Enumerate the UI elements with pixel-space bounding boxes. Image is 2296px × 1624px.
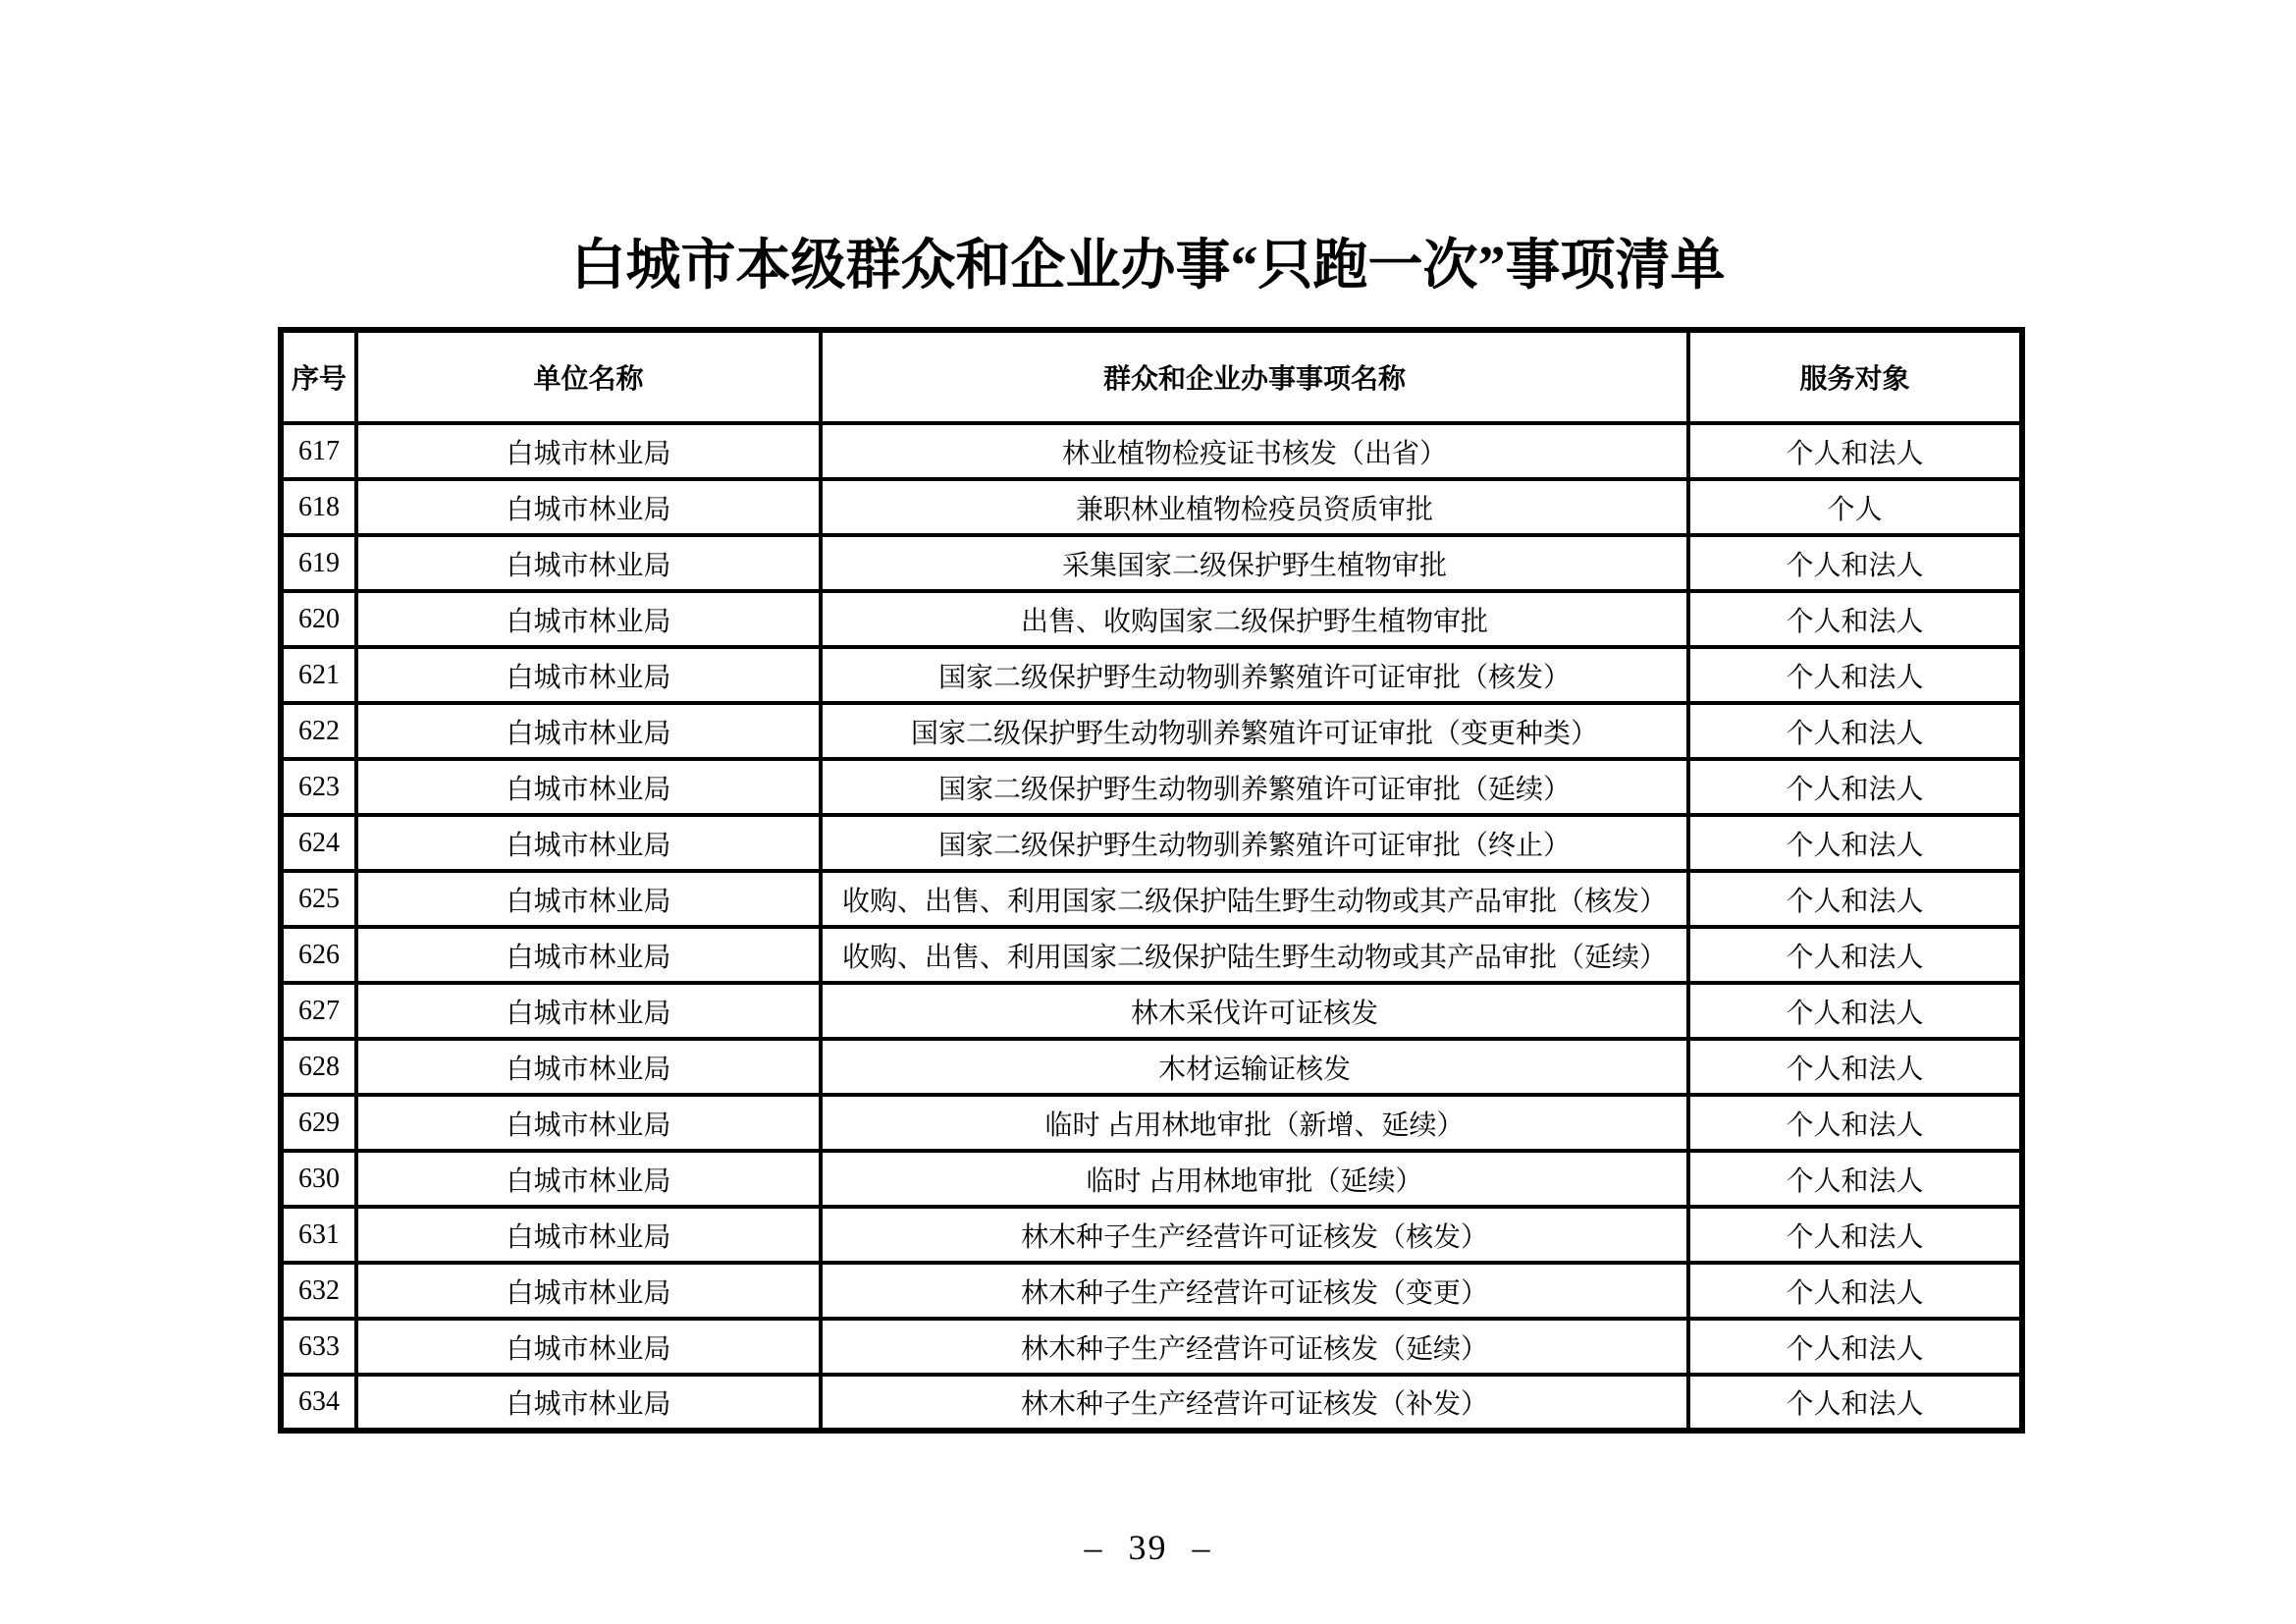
table-row [281, 983, 2022, 1039]
service-target-cell: 个人和法人 [1688, 1095, 2022, 1151]
item-name-cell: 林木采伐许可证核发 [821, 983, 1688, 1039]
service-target-cell: 个人和法人 [1688, 1375, 2022, 1431]
unit-name-cell: 白城市林业局 [356, 479, 821, 535]
item-name-cell: 林业植物检疫证书核发（出省） [821, 423, 1688, 479]
serial-cell: 628 [281, 1039, 356, 1095]
service-target-cell: 个人和法人 [1688, 535, 2022, 591]
unit-name-cell: 白城市林业局 [356, 1095, 821, 1151]
table-row [281, 1095, 2022, 1151]
serial-cell: 633 [281, 1319, 356, 1375]
serial-cell: 620 [281, 591, 356, 647]
service-target-cell: 个人和法人 [1688, 759, 2022, 815]
service-target-cell: 个人和法人 [1688, 815, 2022, 871]
service-target-cell: 个人和法人 [1688, 1319, 2022, 1375]
unit-name-cell: 白城市林业局 [356, 1151, 821, 1207]
unit-name-cell: 白城市林业局 [356, 1263, 821, 1319]
page-number: – 39 – [1084, 1528, 1212, 1567]
table-row [281, 591, 2022, 647]
serial-cell: 634 [281, 1375, 356, 1431]
table-row [281, 479, 2022, 535]
unit-name-cell: 白城市林业局 [356, 535, 821, 591]
table-row [281, 1151, 2022, 1207]
column-header-1: 单位名称 [356, 330, 821, 423]
item-name-cell: 国家二级保护野生动物驯养繁殖许可证审批（核发） [821, 647, 1688, 703]
serial-cell: 630 [281, 1151, 356, 1207]
service-target-cell: 个人和法人 [1688, 983, 2022, 1039]
unit-name-cell: 白城市林业局 [356, 423, 821, 479]
serial-cell: 625 [281, 871, 356, 927]
items-table [278, 327, 2025, 1434]
table-row [281, 927, 2022, 983]
table-row [281, 535, 2022, 591]
table-row [281, 423, 2022, 479]
service-target-cell: 个人和法人 [1688, 927, 2022, 983]
unit-name-cell: 白城市林业局 [356, 759, 821, 815]
serial-cell: 618 [281, 479, 356, 535]
table-row [281, 871, 2022, 927]
table-row [281, 1039, 2022, 1095]
item-name-cell: 林木种子生产经营许可证核发（延续） [821, 1319, 1688, 1375]
table-row [281, 1207, 2022, 1263]
item-name-cell: 木材运输证核发 [821, 1039, 1688, 1095]
service-target-cell: 个人和法人 [1688, 647, 2022, 703]
item-name-cell: 林木种子生产经营许可证核发（变更） [821, 1263, 1688, 1319]
item-name-cell: 收购、出售、利用国家二级保护陆生野生动物或其产品审批（延续） [821, 927, 1688, 983]
column-header-0: 序号 [281, 330, 356, 423]
serial-cell: 626 [281, 927, 356, 983]
serial-cell: 624 [281, 815, 356, 871]
unit-name-cell: 白城市林业局 [356, 647, 821, 703]
table-row [281, 1375, 2022, 1431]
table-row [281, 759, 2022, 815]
serial-cell: 621 [281, 647, 356, 703]
unit-name-cell: 白城市林业局 [356, 927, 821, 983]
service-target-cell: 个人和法人 [1688, 423, 2022, 479]
unit-name-cell: 白城市林业局 [356, 871, 821, 927]
table-row [281, 1263, 2022, 1319]
table-row [281, 703, 2022, 759]
unit-name-cell: 白城市林业局 [356, 591, 821, 647]
unit-name-cell: 白城市林业局 [356, 1207, 821, 1263]
unit-name-cell: 白城市林业局 [356, 815, 821, 871]
item-name-cell: 采集国家二级保护野生植物审批 [821, 535, 1688, 591]
item-name-cell: 国家二级保护野生动物驯养繁殖许可证审批（终止） [821, 815, 1688, 871]
serial-cell: 627 [281, 983, 356, 1039]
unit-name-cell: 白城市林业局 [356, 1319, 821, 1375]
table-row [281, 1319, 2022, 1375]
column-header-3: 服务对象 [1688, 330, 2022, 423]
item-name-cell: 收购、出售、利用国家二级保护陆生野生动物或其产品审批（核发） [821, 871, 1688, 927]
header-row [281, 330, 2022, 423]
item-name-cell: 临时 占用林地审批（新增、延续） [821, 1095, 1688, 1151]
item-name-cell: 兼职林业植物检疫员资质审批 [821, 479, 1688, 535]
item-name-cell: 国家二级保护野生动物驯养繁殖许可证审批（延续） [821, 759, 1688, 815]
serial-cell: 623 [281, 759, 356, 815]
item-name-cell: 林木种子生产经营许可证核发（核发） [821, 1207, 1688, 1263]
service-target-cell: 个人 [1688, 479, 2022, 535]
table-body [281, 423, 2022, 1431]
service-target-cell: 个人和法人 [1688, 703, 2022, 759]
serial-cell: 632 [281, 1263, 356, 1319]
serial-cell: 629 [281, 1095, 356, 1151]
serial-cell: 631 [281, 1207, 356, 1263]
service-target-cell: 个人和法人 [1688, 871, 2022, 927]
service-target-cell: 个人和法人 [1688, 1151, 2022, 1207]
serial-cell: 617 [281, 423, 356, 479]
page-title: 白城市本级群众和企业办事“只跑一次”事项清单 [570, 236, 1726, 297]
service-target-cell: 个人和法人 [1688, 1263, 2022, 1319]
serial-cell: 619 [281, 535, 356, 591]
service-target-cell: 个人和法人 [1688, 1039, 2022, 1095]
item-name-cell: 国家二级保护野生动物驯养繁殖许可证审批（变更种类） [821, 703, 1688, 759]
unit-name-cell: 白城市林业局 [356, 1039, 821, 1095]
column-header-2: 群众和企业办事事项名称 [821, 330, 1688, 423]
unit-name-cell: 白城市林业局 [356, 703, 821, 759]
service-target-cell: 个人和法人 [1688, 1207, 2022, 1263]
unit-name-cell: 白城市林业局 [356, 1375, 821, 1431]
item-name-cell: 林木种子生产经营许可证核发（补发） [821, 1375, 1688, 1431]
serial-cell: 622 [281, 703, 356, 759]
table-row [281, 647, 2022, 703]
item-name-cell: 出售、收购国家二级保护野生植物审批 [821, 591, 1688, 647]
table-row [281, 815, 2022, 871]
service-target-cell: 个人和法人 [1688, 591, 2022, 647]
item-name-cell: 临时 占用林地审批（延续） [821, 1151, 1688, 1207]
unit-name-cell: 白城市林业局 [356, 983, 821, 1039]
